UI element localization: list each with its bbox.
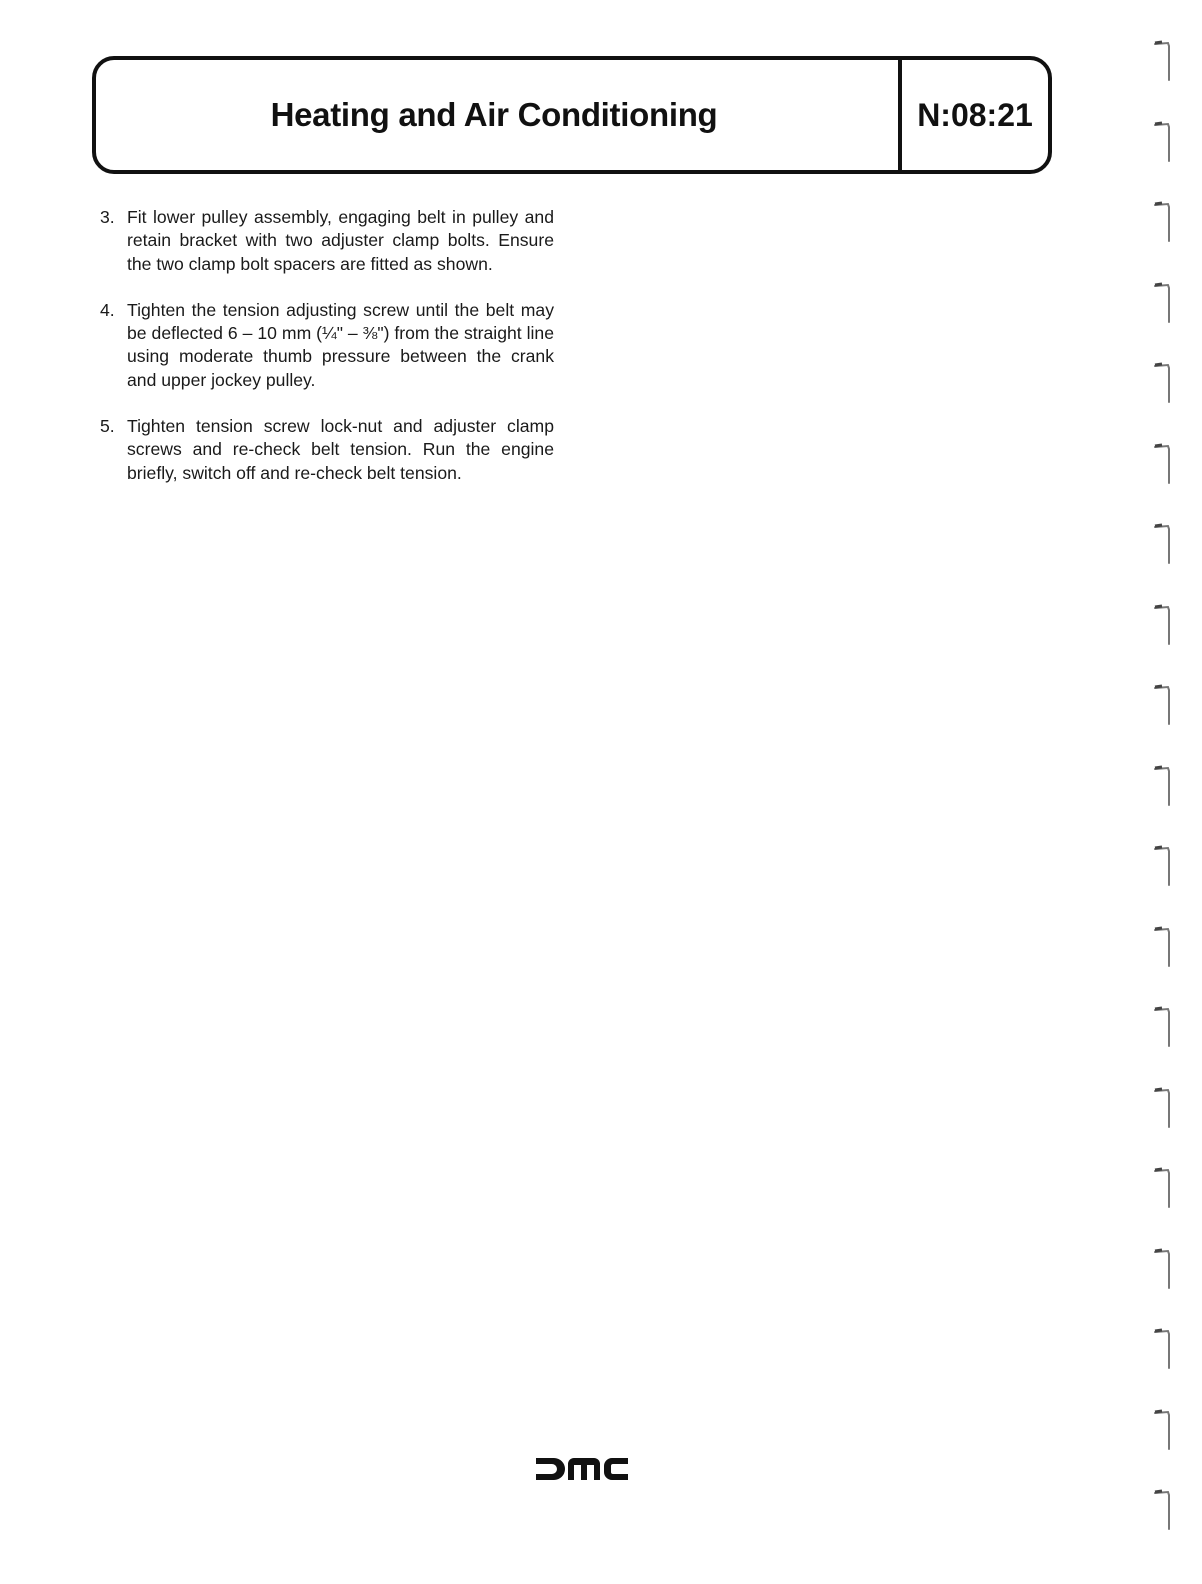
step-text: Tighten the tension adjusting screw until the belt may be deflected 6 – 10 mm (¼" – ⅜") from the straight line using moderate thumb pressure between the crank and upper jockey pulley. (127, 299, 554, 390)
index-tab-mark-icon (1152, 684, 1174, 728)
header-title-cell (96, 60, 898, 170)
page-header (92, 56, 1052, 174)
step-number: 3. (100, 207, 115, 227)
dmc-logo (536, 1456, 628, 1482)
procedure-steps (100, 206, 554, 508)
index-tab-mark-icon (1152, 1248, 1174, 1292)
index-tab-mark-icon (1152, 845, 1174, 889)
procedure-step (100, 415, 554, 485)
step-text: Tighten tension screw lock-nut and adjuster clamp screws and re-check belt tension. Run the engine briefly, switch off and re-check belt tension. (127, 416, 554, 483)
section-code: N:08:21 (917, 96, 1033, 133)
index-tab-mark-icon (1152, 282, 1174, 326)
index-tab-mark-icon (1152, 765, 1174, 809)
procedure-step (100, 206, 554, 276)
index-tab-mark-icon (1152, 121, 1174, 165)
index-tab-mark-icon (1152, 1328, 1174, 1372)
step-number: 4. (100, 299, 115, 320)
index-tab-mark-icon (1152, 443, 1174, 487)
index-tab-mark-icon (1152, 362, 1174, 406)
index-tabs (1152, 40, 1182, 1560)
index-tab-mark-icon (1152, 1409, 1174, 1453)
page-title: Heating and Air Conditioning (270, 96, 718, 133)
header-code-cell (902, 60, 1048, 170)
step-number: 5. (100, 416, 115, 437)
index-tab-mark-icon (1152, 1006, 1174, 1050)
index-tab-mark-icon (1152, 1489, 1174, 1533)
index-tab-mark-icon (1152, 201, 1174, 245)
procedure-step (100, 299, 554, 392)
index-tab-mark-icon (1152, 40, 1174, 84)
index-tab-mark-icon (1152, 926, 1174, 970)
index-tab-mark-icon (1152, 523, 1174, 567)
index-tab-mark-icon (1152, 1087, 1174, 1131)
step-text: Fit lower pulley assembly, engaging belt in pulley and retain bracket with two adjuster clamp bolts. Ensure the two clamp bolt spacers are fitted as shown. (127, 207, 554, 274)
index-tab-mark-icon (1152, 604, 1174, 648)
index-tab-mark-icon (1152, 1167, 1174, 1211)
